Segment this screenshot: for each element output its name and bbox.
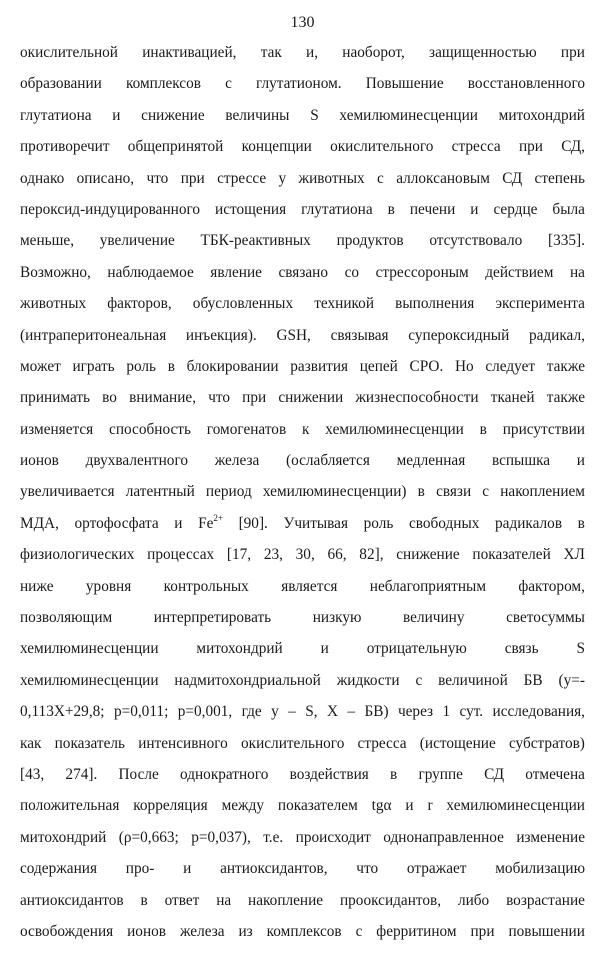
text-line — [20, 414, 585, 445]
word: глутатионом. — [255, 75, 342, 93]
word: 1 — [442, 703, 451, 721]
word: S, — [305, 703, 318, 721]
word: мобилизацию — [495, 860, 585, 878]
text-line — [20, 759, 585, 790]
word: на — [216, 891, 232, 909]
word: $Fe^{2+}$ — [198, 512, 223, 532]
text-line — [20, 131, 585, 162]
word: Но — [454, 357, 474, 375]
text-line — [20, 665, 585, 696]
word: хемилюминесценции — [325, 420, 464, 438]
word: [17, — [226, 546, 252, 564]
word: глутатиона — [301, 200, 373, 218]
word: неблагоприятным — [369, 577, 486, 595]
word: процессах — [147, 546, 215, 564]
word: позволяющим — [20, 609, 113, 627]
word: может — [20, 357, 61, 375]
word: однако — [20, 169, 65, 187]
word: и — [112, 106, 121, 124]
word: глутатиона — [20, 106, 92, 124]
text-line — [20, 320, 585, 351]
word: физиологических — [20, 546, 135, 564]
word: стресса — [357, 734, 407, 752]
word: в — [479, 420, 487, 438]
text-line — [20, 853, 585, 884]
word: ХЛ — [563, 546, 585, 564]
word: обусловленных — [192, 295, 294, 313]
word: защищенностью — [429, 44, 537, 61]
word: цепей — [359, 357, 398, 375]
word: r — [427, 797, 433, 815]
word: стрессе — [217, 169, 267, 187]
word: однонаправленное — [383, 828, 504, 846]
word: увеличение — [99, 232, 175, 250]
word: свободных — [408, 514, 480, 532]
word: вспышка — [491, 452, 551, 470]
word: с — [377, 169, 384, 187]
word: p=0,037), — [191, 828, 251, 846]
body-text — [20, 37, 585, 947]
word: явление — [210, 263, 262, 281]
word: печени — [409, 200, 456, 218]
word: тканей — [490, 389, 535, 407]
word: хемилюминесценции — [339, 106, 478, 124]
word: играть — [72, 357, 115, 375]
text-line — [20, 476, 585, 507]
word: на — [569, 263, 585, 281]
word: в — [417, 483, 425, 501]
word: окислительной — [20, 44, 118, 61]
word: факторов, — [107, 295, 172, 313]
word: хемилюминесценции — [20, 671, 159, 689]
word: и — [320, 640, 329, 658]
word: отсутствовало — [429, 232, 523, 250]
word: S — [576, 640, 585, 658]
word: в — [387, 200, 395, 218]
text-line — [20, 225, 585, 256]
word: стрессороным — [375, 263, 469, 281]
word: техникой — [314, 295, 375, 313]
word: аллоксановым — [396, 169, 490, 187]
word: что — [146, 169, 169, 187]
word: однократного — [180, 765, 269, 783]
word: животных — [298, 169, 365, 187]
word: с — [415, 671, 423, 689]
word: т.е. — [263, 828, 284, 846]
word: Повышение — [365, 75, 444, 93]
text-line — [20, 351, 585, 382]
word: происходит — [295, 828, 371, 846]
text-line — [20, 916, 585, 947]
word: [90]. — [238, 514, 268, 532]
text-line — [20, 728, 585, 759]
word: 23, — [263, 546, 283, 564]
text-line — [20, 885, 585, 916]
word: где — [241, 703, 262, 721]
word: ответ — [164, 891, 200, 909]
text-line — [20, 571, 585, 602]
word: митохондрий — [196, 640, 283, 658]
text-line — [20, 696, 585, 727]
word: антиоксидантов, — [220, 860, 328, 878]
word: из — [238, 922, 253, 940]
word: животных — [20, 295, 87, 313]
word: положительная — [20, 797, 120, 815]
word: 66, — [327, 546, 347, 564]
word: интенсивного — [138, 734, 228, 752]
word: что — [356, 860, 379, 878]
word: двухвалентного — [85, 452, 188, 470]
word: митохондрий — [20, 828, 107, 846]
word: способность — [109, 420, 191, 438]
word: образовании — [20, 75, 102, 93]
word: надмитохондриальной — [174, 671, 321, 689]
word: изменяется — [20, 420, 94, 438]
word: tgα — [371, 797, 392, 815]
word: воздействия — [289, 765, 369, 783]
word: в — [390, 765, 398, 783]
word: группе — [418, 765, 463, 783]
text-line — [20, 539, 585, 570]
word: и — [405, 797, 414, 815]
word: жидкости — [336, 671, 400, 689]
word: медленная — [396, 452, 466, 470]
word: что — [208, 389, 231, 407]
word: ТБК-реактивных — [200, 232, 311, 250]
word: период — [205, 483, 252, 501]
word: стресса — [451, 138, 501, 156]
word: связывая — [330, 326, 389, 344]
text-line — [20, 37, 585, 68]
word: (ослабляется — [285, 452, 370, 470]
word: снижении — [278, 389, 344, 407]
word: БВ) — [364, 703, 389, 721]
word: антиоксидантов — [20, 891, 124, 909]
word: отрицательную — [366, 640, 467, 658]
page-number: 130 — [290, 14, 315, 31]
word: присутствии — [502, 420, 585, 438]
word: сердце — [493, 200, 538, 218]
word: хемилюминесценции — [446, 797, 585, 815]
word: накопление — [248, 891, 324, 909]
word: уровня — [85, 577, 132, 595]
word: восстановленного — [467, 75, 585, 93]
word: фактором, — [518, 577, 585, 595]
word: – — [347, 703, 356, 721]
word: показателей — [472, 546, 551, 564]
word: в — [140, 891, 148, 909]
word: ниже — [20, 577, 54, 595]
word: величиной — [438, 671, 508, 689]
word: и, — [306, 44, 319, 61]
word: концепции — [241, 138, 312, 156]
word: принимать — [20, 389, 91, 407]
word: общепринятой — [127, 138, 224, 156]
text-line — [20, 633, 585, 664]
word: степень — [534, 169, 585, 187]
word: при — [518, 138, 543, 156]
word: БВ — [523, 671, 543, 689]
word: СД — [484, 765, 505, 783]
word: увеличивается — [20, 483, 115, 501]
text-line — [20, 445, 585, 476]
word: 274]. — [65, 765, 98, 783]
word: наоборот, — [342, 44, 405, 61]
word: величину — [403, 609, 465, 627]
word: ионов — [127, 922, 167, 940]
word: и — [183, 860, 192, 878]
word: содержания — [20, 860, 97, 878]
word: окислительного — [330, 138, 434, 156]
text-line — [20, 194, 585, 225]
word: освобождения — [20, 922, 114, 940]
word: отражает — [406, 860, 467, 878]
word: После — [118, 765, 159, 783]
word: блокировании — [186, 357, 279, 375]
word: ионов — [20, 452, 59, 470]
word: истощения — [215, 200, 287, 218]
word: железа — [179, 922, 225, 940]
word: корреляция — [133, 797, 208, 815]
word: Учитывая — [283, 514, 349, 532]
word: при — [470, 922, 495, 940]
word: 30, — [295, 546, 315, 564]
word: со — [344, 263, 360, 281]
text-line — [20, 382, 585, 413]
word: митохондрий — [498, 106, 585, 124]
word: светосуммы — [506, 609, 585, 627]
word: связь — [504, 640, 539, 658]
word: возрастание — [506, 891, 585, 909]
word: снижение — [396, 546, 460, 564]
word: инъекция). — [185, 326, 257, 344]
word: связано — [278, 263, 329, 281]
word: окислительного — [241, 734, 345, 752]
word: X — [326, 703, 339, 721]
word: радикал, — [528, 326, 585, 344]
word: наблюдаемое — [107, 263, 194, 281]
word: хемилюминесценции — [20, 640, 159, 658]
word: показатель — [54, 734, 125, 752]
word: как — [20, 734, 42, 752]
word: развития — [290, 357, 349, 375]
word: действием — [485, 263, 554, 281]
word: также — [546, 389, 585, 407]
word: меньше, — [20, 232, 75, 250]
word: с — [355, 922, 363, 940]
word: y — [271, 703, 279, 721]
word: сут. — [459, 703, 484, 721]
word: (истощение — [419, 734, 496, 752]
word: эксперимента — [495, 295, 585, 313]
word: супероксидный — [408, 326, 510, 344]
word: комплексов — [266, 922, 342, 940]
word: жизнеспособности — [355, 389, 479, 407]
word: 0,113X+29,8; — [20, 703, 105, 721]
word: так — [260, 44, 282, 61]
text-line — [20, 508, 585, 539]
word: через — [397, 703, 434, 721]
word: и — [470, 200, 479, 218]
word: является — [281, 577, 338, 595]
word: во — [102, 389, 117, 407]
word: в — [577, 514, 585, 532]
word: 82], — [359, 546, 384, 564]
text-line — [20, 163, 585, 194]
word: про- — [125, 860, 155, 878]
word: латентный — [125, 483, 195, 501]
word: инактивацией, — [142, 44, 237, 61]
word: изменение — [516, 828, 585, 846]
word: контрольных — [163, 577, 249, 595]
word: была — [552, 200, 585, 218]
word: описано, — [76, 169, 135, 187]
word: величины — [225, 106, 290, 124]
word: p=0,011; — [113, 703, 169, 721]
word: также — [546, 357, 585, 375]
word: ферритином — [376, 922, 457, 940]
word: субстратов) — [508, 734, 585, 752]
word: внимание, — [129, 389, 197, 407]
word: (интраперитонеальная — [20, 326, 167, 344]
word: низкую — [312, 609, 362, 627]
word: радикалов — [495, 514, 563, 532]
word: пероксид-индуцированного — [20, 200, 201, 218]
word: исследования, — [492, 703, 585, 721]
word: и — [174, 514, 183, 532]
word: S — [310, 106, 319, 124]
word: в — [167, 357, 175, 375]
word: ортофосфата — [74, 514, 159, 532]
word: с — [225, 75, 232, 93]
word: снижение — [141, 106, 205, 124]
word: роль — [126, 357, 157, 375]
word: отмечена — [525, 765, 585, 783]
text-line — [20, 790, 585, 821]
word: показателем — [277, 797, 358, 815]
word: – — [288, 703, 296, 721]
word: интерпретировать — [153, 609, 272, 627]
word: гомогенатов — [206, 420, 287, 438]
word: повышении — [508, 922, 585, 940]
word: (y=- — [558, 671, 585, 689]
text-line — [20, 822, 585, 853]
word: Возможно, — [20, 263, 91, 281]
text-line — [20, 602, 585, 633]
word: (ρ=0,663; — [118, 828, 179, 846]
word: роль — [363, 514, 394, 532]
word: продуктов — [336, 232, 404, 250]
superscript: 2+ — [213, 512, 223, 523]
word: СД, — [561, 138, 585, 156]
word: железа — [214, 452, 260, 470]
word: комплексов — [125, 75, 201, 93]
word: противоречит — [20, 138, 110, 156]
word: к — [302, 420, 310, 438]
word: либо — [457, 891, 490, 909]
word: между — [221, 797, 265, 815]
word: СРО. — [409, 357, 444, 375]
text-line — [20, 288, 585, 319]
word: [43, — [20, 765, 45, 783]
word: при — [560, 44, 585, 61]
word: СД — [502, 169, 523, 187]
word: с — [482, 483, 490, 501]
word: и — [576, 452, 585, 470]
word: накоплением — [500, 483, 585, 501]
word: GSH, — [276, 326, 311, 344]
word: у — [278, 169, 287, 187]
word: хемилюминесценции) — [262, 483, 407, 501]
text-line — [20, 100, 585, 131]
word: МДА, — [20, 514, 59, 532]
word: p=0,001, — [177, 703, 233, 721]
word: [335]. — [548, 232, 585, 250]
word: при — [180, 169, 205, 187]
word: при — [242, 389, 267, 407]
word: следует — [485, 357, 536, 375]
text-line — [20, 68, 585, 99]
text-line — [20, 257, 585, 288]
word: прооксидантов, — [339, 891, 442, 909]
word: связи — [436, 483, 472, 501]
word: выполнения — [395, 295, 475, 313]
